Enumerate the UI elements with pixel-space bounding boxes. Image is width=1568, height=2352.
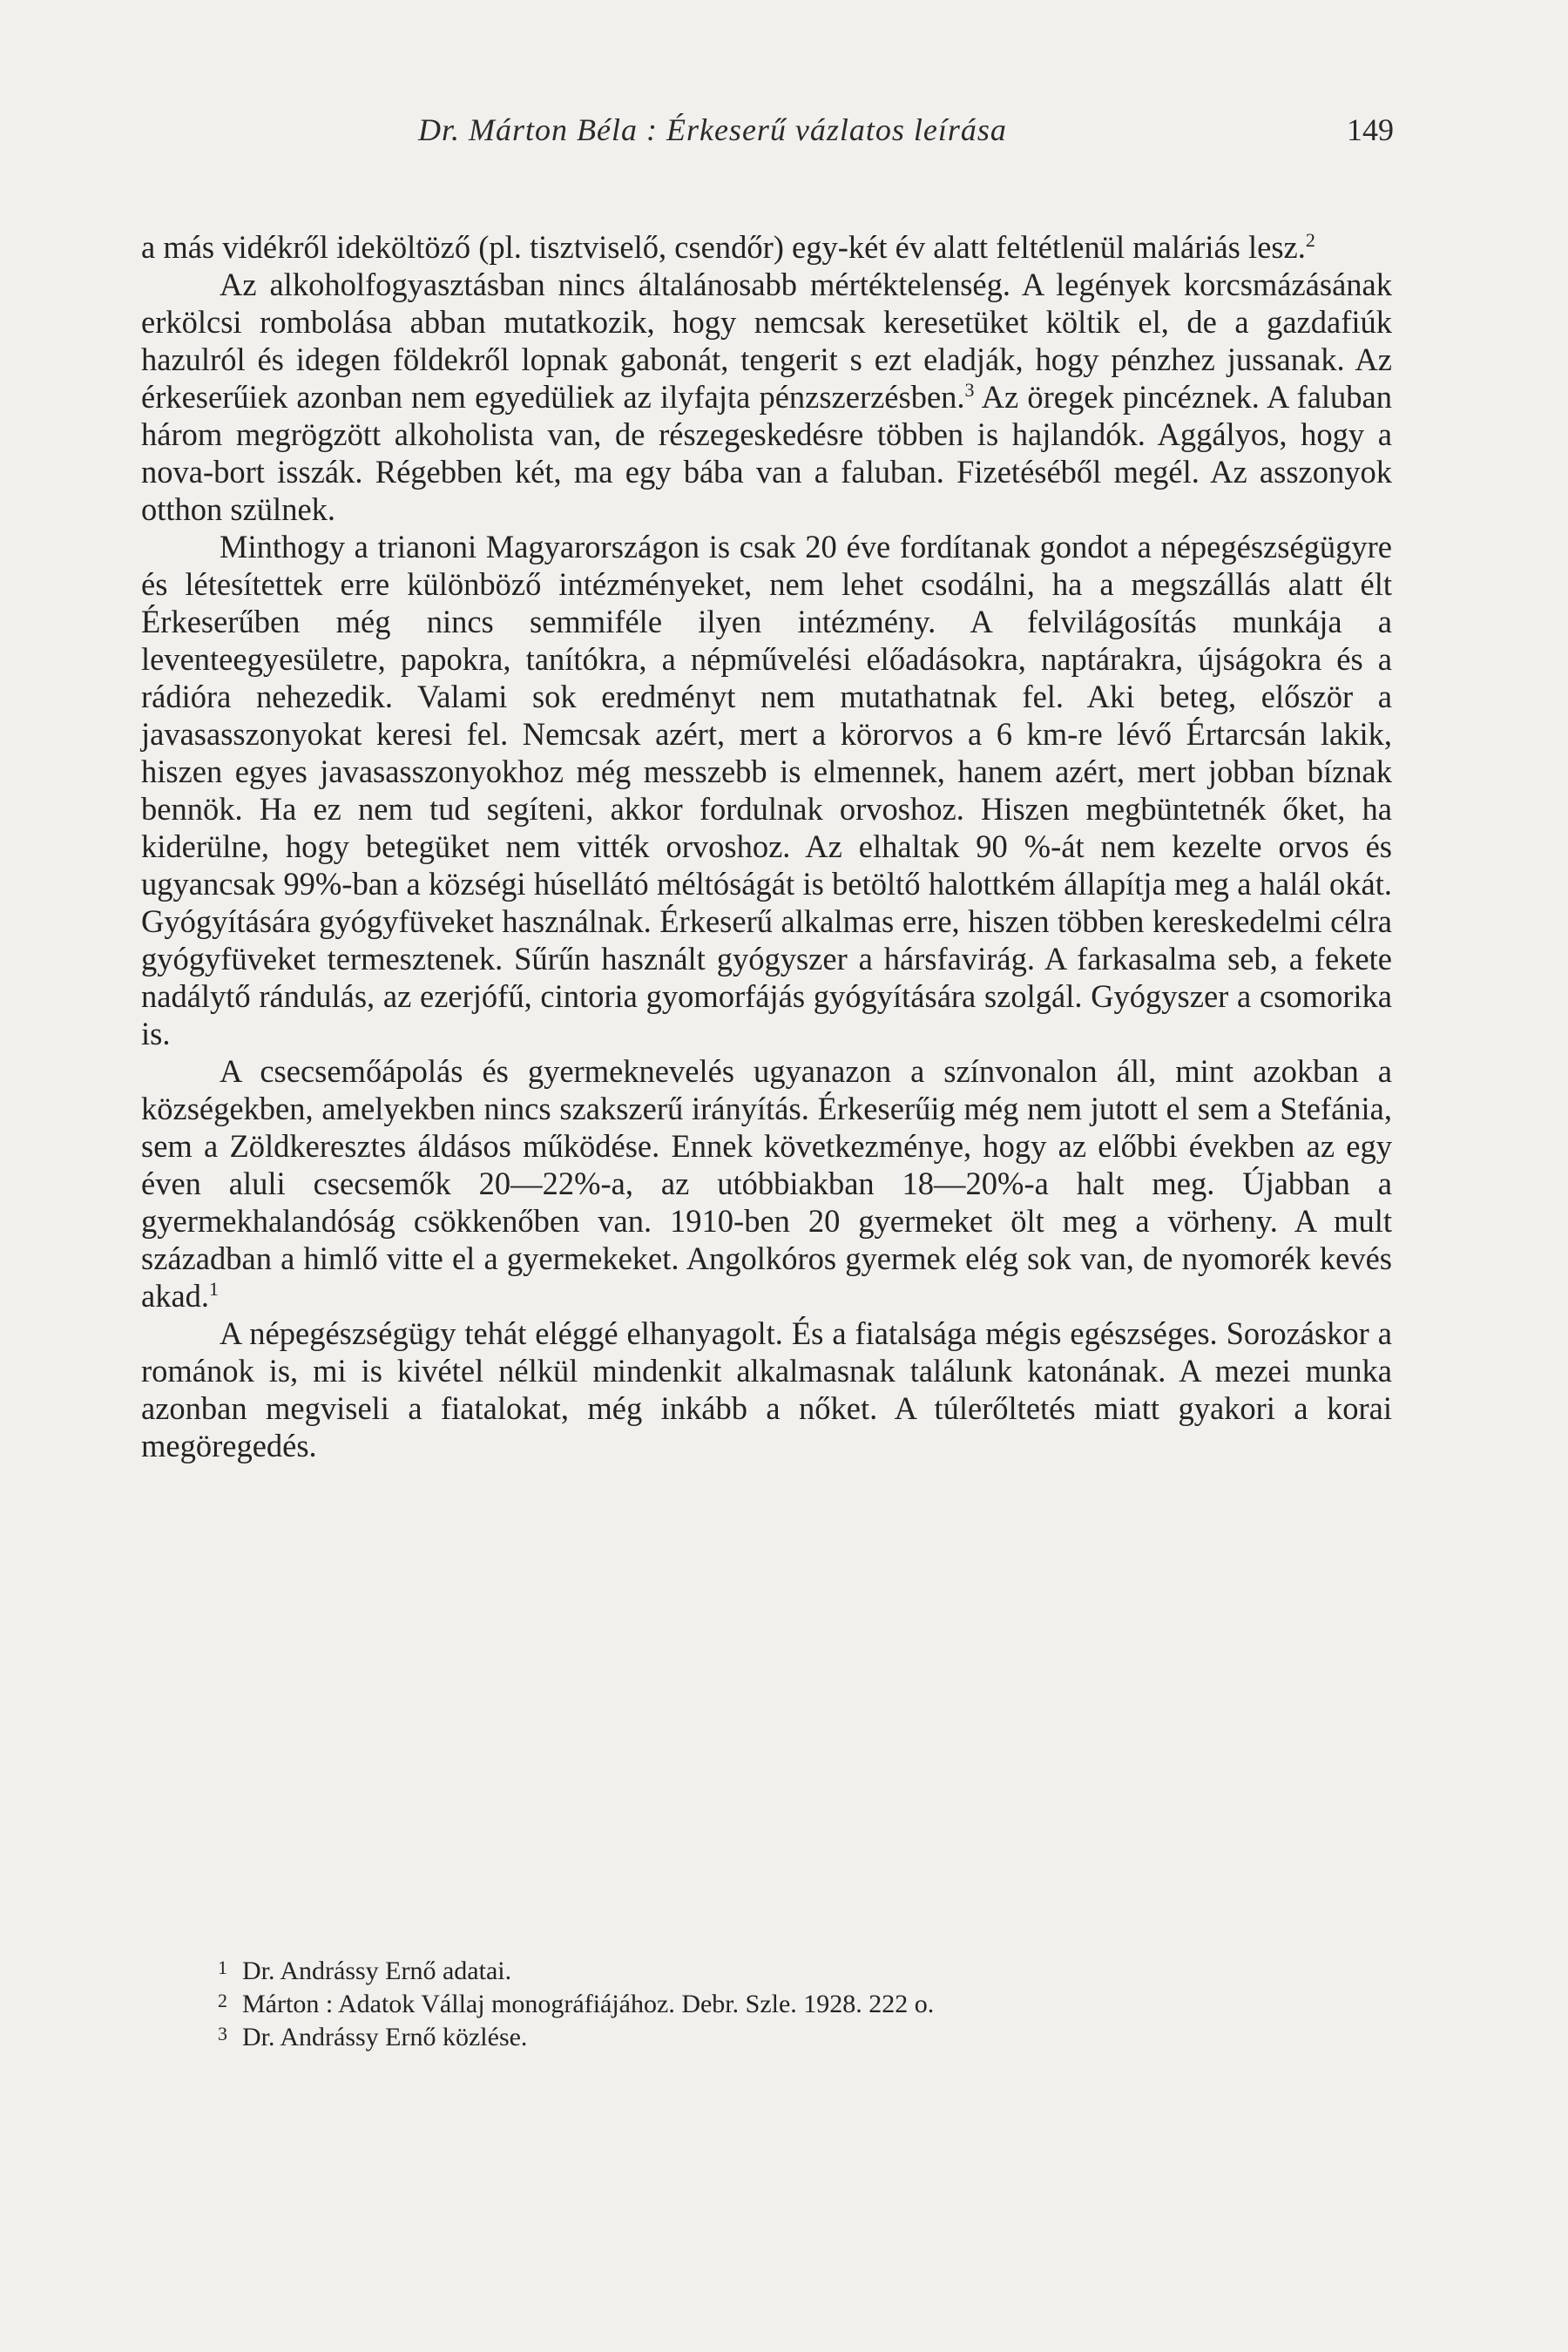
paragraph-2: Az alkoholfogyasztásban nincs általánosabb mértéktelenség. A legények korcsmázásának erkölcsi rombolása abban mutatkozik, hogy nemcsak keresetüket költik el, de a gazdafiúk hazulról és idegen földekről lopnak gabonát, tengerit s ezt eladják, hogy pénzhez jussanak. Az érkeserűiek azonban nem egyedüliek az ilyfajta pénzszerzésben.$^3$ Az öregek pincéznek. A faluban három megrögzött alkoholista van, de részegeskedésre többen is hajlandók. Aggályos, hogy a nova-bort isszák. Régebben két, ma egy bába van a faluban. Fizetéséből megél. Az asszonyok otthon szülnek. bbox=[141, 267, 1392, 527]
footnote-text: Dr. Andrássy Ernő közlése. bbox=[242, 2023, 528, 2051]
footnote-mark: 1 bbox=[218, 1957, 227, 1978]
paragraph-4: A csecsemőápolás és gyermeknevelés ugyanazon a színvonalon áll, mint azokban a községekben, amelyekben nincs szakszerű irányítás. Érkeserűig még nem jutott el sem a Stefánia, sem a Zöldkeresztes áldásos működése. Ennek következménye, hogy az előbbi években az egy éven aluli csecsemők 20—22%-a, az utóbbiakban 18—20%-a halt meg. Újabban a gyermekhalandóság csökkenőben van. 1910-ben 20 gyermeket ölt meg a vörheny. A mult században a himlő vitte el a gyermekeket. Angolkóros gyermek elég sok van, de nyomorék kevés akad.$^1$ bbox=[141, 1053, 1392, 1314]
running-title: Dr. Márton Béla : Érkeserű vázlatos leírása bbox=[418, 112, 1007, 147]
paragraph-1: a más vidékről ideköltöző (pl. tisztviselő, csendőr) egy-két év alatt feltétlenül maláriás lesz.$^2$ bbox=[141, 228, 1315, 265]
footnote-mark: 3 bbox=[218, 2023, 227, 2044]
footnote-reference: 3 bbox=[964, 378, 975, 401]
footnote-text: Márton : Adatok Vállaj monográfiájához. Debr. Szle. 1928. 222 o. bbox=[242, 1990, 935, 2018]
footnote-mark: 2 bbox=[218, 1990, 227, 2011]
running-head bbox=[139, 112, 1394, 153]
paragraph-5: A népegészségügy tehát eléggé elhanyagolt. És a fiatalsága mégis egészséges. Sorozáskor a románok is, mi is kivétel nélkül mindenkit alkalmasnak találunk katonának. A mezei munka azonban megviseli a fiatalokat, még inkább a nőket. A túlerőltetés miatt gyakori a korai megöregedés. bbox=[141, 1315, 1392, 1463]
page-number: 149 bbox=[1347, 112, 1394, 147]
footnote bbox=[218, 2019, 1350, 2052]
footnote bbox=[218, 1986, 1350, 2019]
footnote-reference: 2 bbox=[1305, 228, 1315, 251]
footnotes bbox=[218, 1953, 1350, 2052]
footnote-text: Dr. Andrássy Ernő adatai. bbox=[242, 1957, 512, 1985]
footnote bbox=[218, 1953, 1350, 1986]
paragraph-3: Minthogy a trianoni Magyarországon is csak 20 éve fordítanak gondot a népegészségügyre és létesítettek erre különböző intézményeket, nem lehet csodálni, ha a megszállás alatt élt Érkeserűben még nincs semmiféle ilyen intézmény. A felvilágosítás munkája a leventeegyesületre, papokra, tanítókra, a népművelési előadásokra, naptárakra, újságokra és a rádióra nehezedik. Valami sok eredményt nem mutathatnak fel. Aki beteg, először a javasasszonyokat keresi fel. Nemcsak azért, mert a körorvos a 6 km-re lévő Értarcsán lakik, hiszen egyes javasasszonyokhoz még messzebb is elmennek, hanem azért, mert jobban bíznak bennök. Ha ez nem tud segíteni, akkor fordulnak orvoshoz. Hiszen megbüntetnék őket, ha kiderülne, hogy betegüket nem vitték orvoshoz. Az elhaltak 90 %-át nem kezelte orvos és ugyancsak 99%-ban a községi húsellátó méltóságát is betöltő halottkém állapítja meg a halál okát. Gyógyítására gyógyfüveket használnak. Érkeserű alkalmas erre, hiszen többen kereskedelmi célra gyógyfüveket termesztenek. Sűrűn használt gyógyszer a hársfavirág. A farkasalma seb, a fekete nadálytő rándulás, az ezerjófű, cintoria gyomorfájás gyógyítására szolgál. Gyógyszer a csomorika is. bbox=[141, 529, 1392, 1051]
footnote-reference: 1 bbox=[209, 1277, 220, 1300]
body-text bbox=[141, 228, 1392, 1464]
